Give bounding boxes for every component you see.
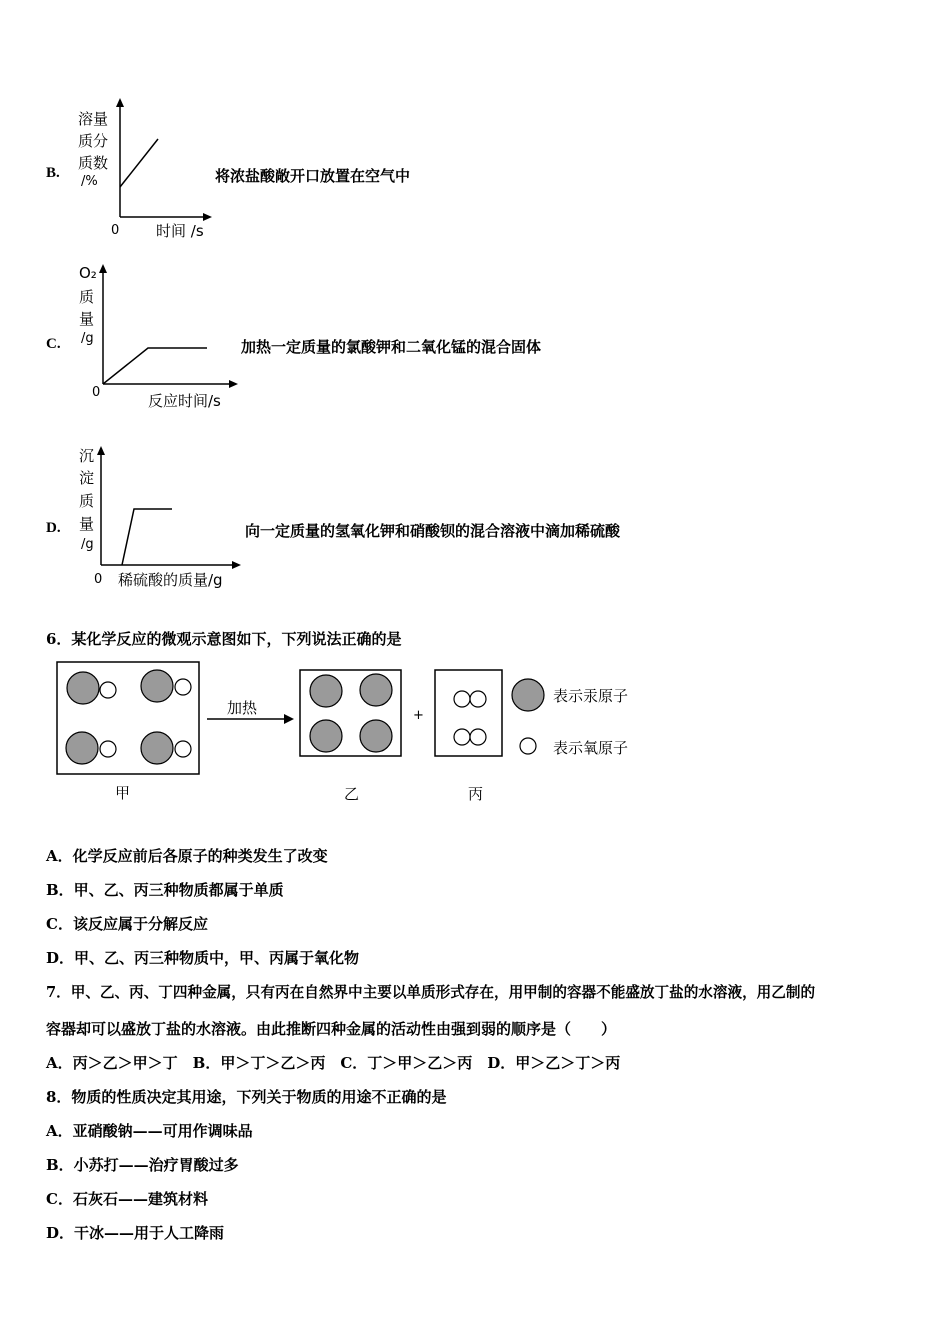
o2-molecule: [454, 691, 486, 707]
question-stem: 6．某化学反应的微观示意图如下，下列说法正确的是: [46, 630, 402, 648]
choice-a[interactable]: A．化学反应前后各原子的种类发生了改变: [46, 847, 328, 865]
question-stem: 8．物质的性质决定其用途，下列关于物质的用途不正确的是: [46, 1088, 447, 1106]
legend-o-label: 表示氧原子: [553, 739, 629, 757]
origin-label: 0: [111, 223, 120, 238]
hg-atom: [310, 675, 342, 707]
graph-description: 向一定质量的氢氧化钾和硝酸钡的混合溶液中滴加稀硫酸: [245, 522, 621, 540]
curve: [122, 509, 172, 565]
choice-b[interactable]: B．甲、乙、丙三种物质都属于单质: [46, 881, 284, 899]
graph-c-chart: [70, 258, 250, 398]
reaction-diagram: [50, 655, 670, 810]
hg-atom: [360, 720, 392, 752]
x-axis-label: 反应时间/s: [148, 392, 221, 410]
hg-atom: [310, 720, 342, 752]
hg-atom: [360, 674, 392, 706]
product-box-bing: [435, 670, 502, 756]
choices-row[interactable]: A．丙＞乙＞甲＞丁 B．甲＞丁＞乙＞丙 C．丁＞甲＞乙＞丙 D．甲＞乙＞丁＞丙: [46, 1054, 621, 1072]
hgo-molecule: [141, 670, 191, 702]
legend-hg-label: 表示汞原子: [553, 687, 629, 705]
legend-hg-symbol: [512, 679, 544, 711]
box-label-bing: 丙: [468, 785, 484, 803]
graph-d-chart: [70, 440, 250, 575]
graph-description: 加热一定质量的氯酸钾和二氧化锰的混合固体: [241, 338, 542, 356]
curve: [103, 348, 207, 384]
option-label: B.: [46, 165, 60, 181]
graph-description: 将浓盐酸敞开口放置在空气中: [215, 167, 411, 185]
y-axis-arrow: [99, 264, 107, 273]
y-axis-arrow: [116, 98, 124, 107]
choice-a[interactable]: A．亚硝酸钠——可用作调味品: [46, 1122, 253, 1140]
origin-label: 0: [92, 385, 101, 400]
plus-sign: +: [413, 708, 424, 723]
x-axis-arrow: [203, 213, 212, 221]
x-axis-label: 稀硫酸的质量/g: [118, 571, 223, 589]
option-label: C.: [46, 336, 61, 352]
box-label-yi: 乙: [344, 785, 360, 803]
question-stem-line2: 容器却可以盛放丁盐的水溶液。由此推断四种金属的活动性由强到弱的顺序是（ ）: [46, 1020, 617, 1038]
choice-d[interactable]: D．甲、乙、丙三种物质中，甲、丙属于氧化物: [46, 949, 360, 967]
choice-c[interactable]: C．石灰石——建筑材料: [46, 1190, 208, 1208]
question-stem-line1: 7．甲、乙、丙、丁四种金属，只有丙在自然界中主要以单质形式存在，用甲制的容器不能盛放丁盐的水溶液，用乙制的: [46, 984, 816, 1001]
option-label: D.: [46, 520, 61, 536]
choice-b[interactable]: B．小苏打——治疗胃酸过多: [46, 1156, 239, 1174]
legend-o-symbol: [520, 738, 536, 754]
hgo-molecule: [67, 672, 116, 704]
arrow-head: [284, 714, 294, 724]
choice-d[interactable]: D．干冰——用于人工降雨: [46, 1224, 225, 1242]
choice-c[interactable]: C．该反应属于分解反应: [46, 915, 208, 933]
hgo-molecule: [66, 732, 116, 764]
arrow-label: 加热: [227, 699, 258, 717]
x-axis-arrow: [232, 561, 241, 569]
origin-label: 0: [94, 572, 103, 587]
x-axis-label: 时间 /s: [156, 222, 204, 240]
y-axis-arrow: [97, 446, 105, 455]
x-axis-arrow: [229, 380, 238, 388]
box-label-jia: 甲: [115, 784, 131, 802]
curve: [120, 139, 158, 187]
hgo-molecule: [141, 732, 191, 764]
o2-molecule: [454, 729, 486, 745]
